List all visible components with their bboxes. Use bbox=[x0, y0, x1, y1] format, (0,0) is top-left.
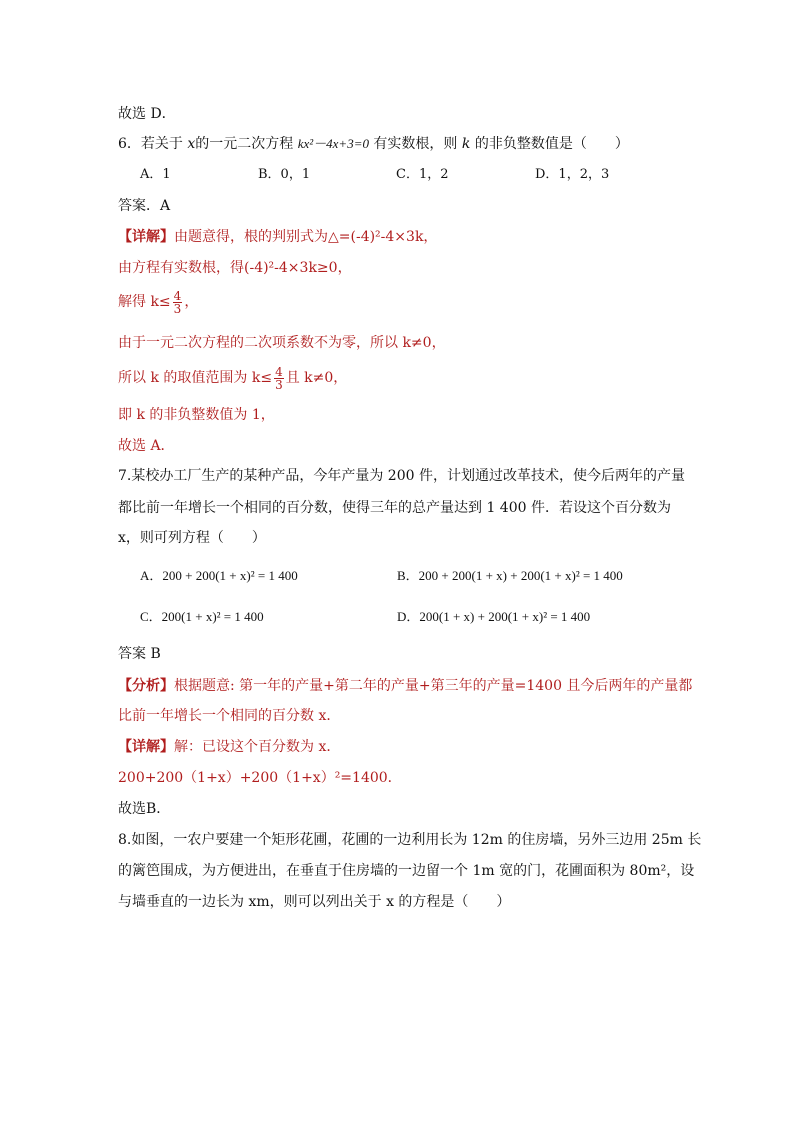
q8-stem-line3: 与墙垂直的一边长为 xm，则可以列出关于 x 的方程是（ ） bbox=[118, 894, 511, 910]
q7-detail-line1 bbox=[118, 737, 340, 757]
q6-detail-line5-post: 且 k≠0， bbox=[285, 370, 348, 386]
fraction-denominator-2: 3 bbox=[275, 377, 283, 392]
q6-stem-var2: k bbox=[461, 136, 471, 152]
q6-detail-tag: 【详解】 bbox=[118, 229, 174, 245]
q7-analysis-line2: 比前一年增长一个相同的百分数 x． bbox=[118, 708, 341, 724]
q6-answer-text: 答案．A bbox=[118, 198, 171, 214]
q7-conclusion: 故选B． bbox=[118, 801, 171, 817]
q6-stem-equation: kx²－4x+3=0 bbox=[297, 136, 369, 151]
q6-detail-text1: 由题意得，根的判别式为△=(-4)²-4×3k， bbox=[174, 229, 438, 245]
q6-stem-mid: 的一元二次方程 bbox=[195, 136, 298, 152]
q7-analysis-text1: 根据题意: 第一年的产量+第二年的产量+第三年的产量=1400 且今后两年的产量都 bbox=[174, 678, 693, 694]
q6-stem-post: 有实数根，则 bbox=[368, 136, 462, 152]
q7-stem-line2: 都比前一年增长一个相同的百分数，使得三年的总产量达到 1 400 件．若设这个百分数为 bbox=[118, 500, 671, 516]
q7-analysis-tag: 【分析】 bbox=[118, 678, 174, 694]
fraction-numerator-2: 4 bbox=[275, 364, 283, 379]
q7-stem-line3: x，则可列方程（ ） bbox=[118, 530, 266, 546]
fraction-four-thirds bbox=[173, 290, 183, 315]
q6-detail-line3-post: ， bbox=[184, 294, 199, 310]
q6-detail-line1 bbox=[118, 227, 437, 247]
q8-stem-line2: 的篱笆围成，为方便进出，在垂直于住房墙的一边留一个 1m 宽的门，花圃面积为 80m²，设 bbox=[118, 863, 695, 879]
q7-option-c: C．200(1 + x)² = 1 400 bbox=[140, 609, 264, 624]
q6-option-b: B．0，1 bbox=[258, 167, 311, 182]
q6-detail-line5-pre: 所以 k 的取值范围为 k≤ bbox=[118, 370, 273, 386]
q6-detail-line6: 即 k 的非负整数值为 1， bbox=[118, 407, 275, 423]
q6-detail-line5 bbox=[118, 364, 347, 392]
q6-detail-line3 bbox=[118, 288, 198, 316]
q6-detail-line3-pre: 解得 k≤ bbox=[118, 294, 171, 310]
q6-option-c: C．1，2 bbox=[396, 167, 449, 182]
q6-stem-var: x bbox=[187, 136, 196, 152]
q6-answer bbox=[118, 196, 170, 216]
fraction-numerator: 4 bbox=[173, 288, 182, 303]
q7-analysis-line1 bbox=[118, 676, 692, 696]
fraction-denominator: 3 bbox=[173, 301, 182, 316]
q5-conclusion: 故选 D． bbox=[118, 106, 176, 122]
q6-option-a: A．1 bbox=[140, 167, 171, 182]
q8-stem-line1: 8.如图，一农户要建一个矩形花圃，花圃的一边利用长为 12m 的住房墙，另外三边用 25m 长 bbox=[118, 832, 702, 848]
q7-option-b: B．200 + 200(1 + x) + 200(1 + x)² = 1 400 bbox=[397, 568, 623, 583]
q7-detail-tag: 【详解】 bbox=[118, 739, 174, 755]
q7-option-d: D．200(1 + x) + 200(1 + x)² = 1 400 bbox=[397, 609, 591, 624]
q6-detail-line2: 由方程有实数根，得(-4)²-4×3k≥0， bbox=[118, 260, 352, 276]
q6-detail-line4: 由于一元二次方程的二次项系数不为零，所以 k≠0， bbox=[118, 335, 446, 351]
q7-detail-line2: 200+200（1+x）+200（1+x）²=1400． bbox=[118, 770, 402, 786]
q7-option-a: A．200 + 200(1 + x)² = 1 400 bbox=[140, 568, 298, 583]
q6-stem-pre: 6．若关于 bbox=[118, 136, 188, 152]
q7-stem-line1: 7.某校办工厂生产的某种产品，今年产量为 200 件，计划通过改革技术，使今后两年的产量 bbox=[118, 468, 685, 484]
q6-conclusion: 故选 A． bbox=[118, 438, 175, 454]
q7-answer: 答案 B bbox=[118, 646, 161, 662]
fraction-four-thirds-2 bbox=[274, 366, 284, 391]
q6-option-d: D．1，2，3 bbox=[535, 167, 610, 182]
q7-detail-text1: 解：已设这个百分数为 x． bbox=[174, 739, 341, 755]
q6-stem bbox=[118, 134, 629, 154]
q6-stem-end: 的非负整数值是（ ） bbox=[470, 136, 629, 152]
